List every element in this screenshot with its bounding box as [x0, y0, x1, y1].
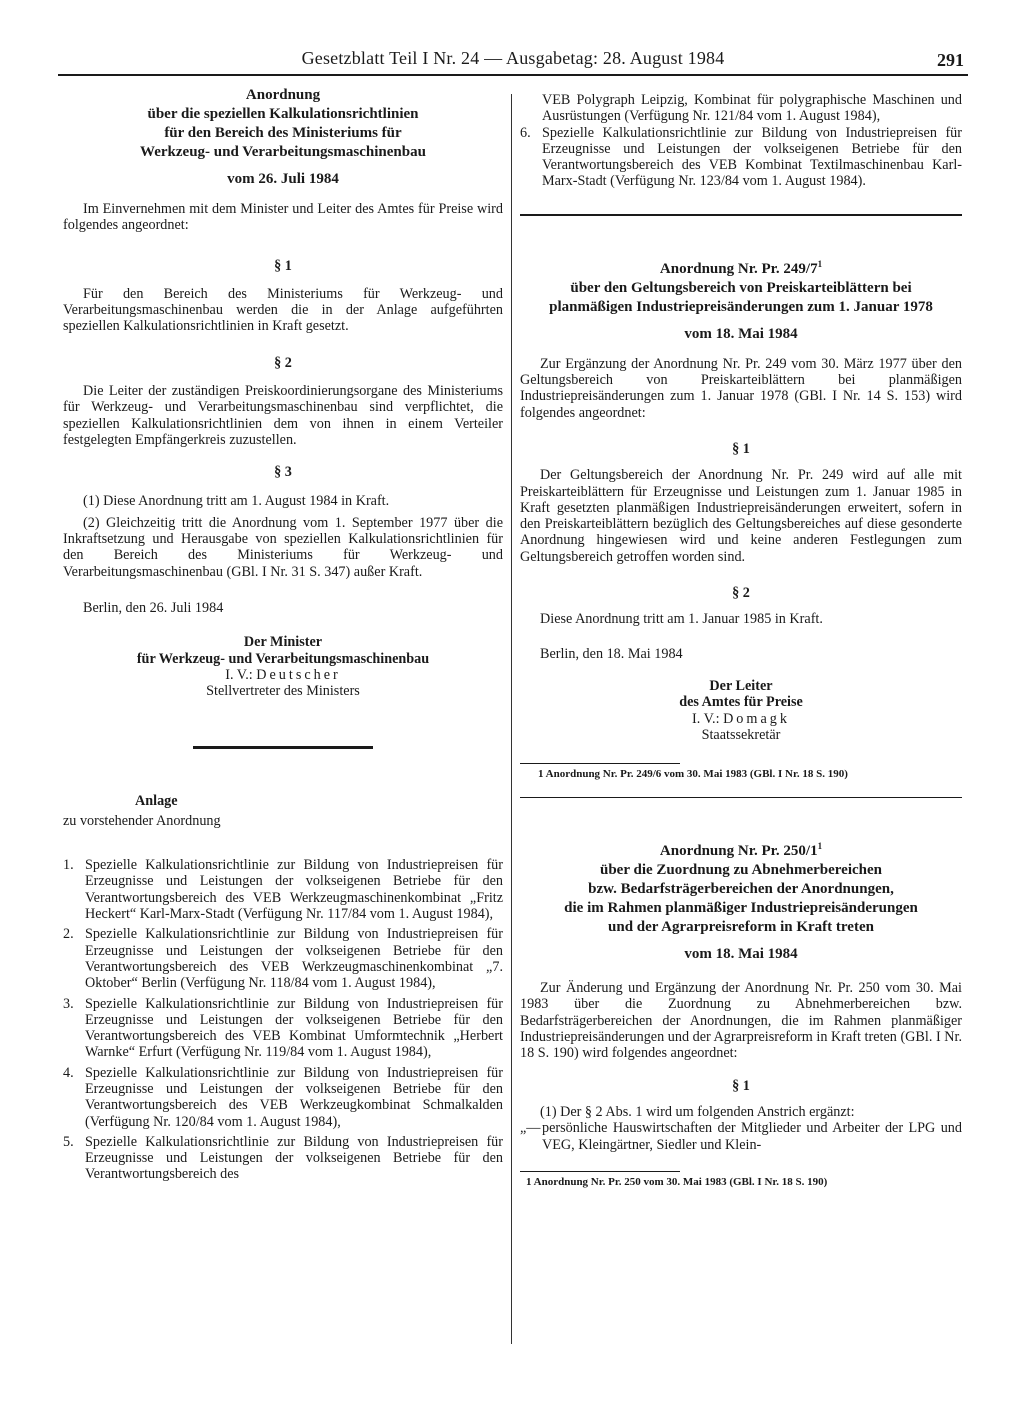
list-number: 3.	[63, 995, 74, 1012]
place-date: Berlin, den 26. Juli 1984	[83, 600, 224, 617]
title-line: über die Zuordnung zu Abnehmerbereichen	[600, 862, 882, 879]
section-mark: § 2	[274, 354, 292, 371]
place-date: Berlin, den 18. Mai 1984	[540, 645, 683, 662]
signature-title: Der Leiter	[709, 677, 773, 694]
ordinance-2-title	[520, 260, 962, 344]
title-line: und der Agrarpreisreform in Kraft treten	[608, 919, 874, 936]
section-mark: § 1	[274, 257, 292, 274]
footnote-ref: 1	[817, 841, 823, 852]
ordinance-1-title	[63, 86, 503, 189]
title-line: für den Bereich des Ministeriums für	[164, 125, 402, 141]
title-line: Werkzeug- und Verarbeitungsmaschinenbau	[140, 144, 426, 160]
list-number: 6.	[520, 124, 531, 141]
title-line: Anordnung	[245, 87, 321, 103]
signature-title: des Amtes für Preise	[679, 694, 803, 711]
ordinance-2-date: vom 18. Mai 1984	[684, 325, 798, 342]
section-mark: § 2	[732, 585, 750, 602]
section-3-para-2: (2) Gleichzeitig tritt die Anordnung vom 1. September 1977 über die Inkraftsetzung und Herausgabe von speziellen Kalkulationsrichtlinien für den Bereich des Ministeriums für Werkzeug- und Verarbeitungsmaschinenbau (GBl. I Nr. 31 S. 347) außer Kraft.	[63, 514, 503, 580]
title-line: bzw. Bedarfsträgerbereichen der Anordnungen,	[588, 881, 894, 898]
footnote-rule	[520, 763, 680, 764]
title-line: Anordnung Nr. Pr. $249/7^1$	[659, 258, 823, 277]
signature-role: Stellvertreter des Ministers	[206, 683, 360, 700]
footnote: 1 Anordnung Nr. Pr. 249/6 vom 30. Mai 1983 (GBl. I Nr. 18 S. 190)	[538, 768, 848, 781]
signature-name: Deutscher	[256, 666, 341, 683]
quote-text: persönliche Hauswirtschaften der Mitglieder und Arbeiter der LPG und VEG, Kleingärtner, Siedler und Klein-	[542, 1120, 962, 1153]
right-column	[520, 92, 962, 1189]
signature-iv: I. V.:	[692, 710, 720, 727]
footnote-rule	[520, 1171, 680, 1172]
signature-title: für Werkzeug- und Verarbeitungsmaschinenbau	[136, 650, 430, 667]
ordinance-2-section-1-text: Der Geltungsbereich der Anordnung Nr. Pr. 249 wird auf alle mit Preiskarteiblättern für Erzeugnisse und Leistungen zum 1. Januar 1985 in Kraft gesetzten planmäßigen Industriepreisänderungen erweitert, sofern in den Preiskarteiblättern bezüglich des Geltungsbereiches auf diese gesonderte Anordnung hingewiesen wird und keine anderen Festlegungen zum Geltungsbereich getroffen worden sind.	[520, 467, 962, 565]
list-number: 2.	[63, 926, 74, 943]
page-header	[58, 46, 968, 76]
title-line: über die speziellen Kalkulationsrichtlinien	[147, 106, 419, 122]
signature-name: Domagk	[723, 710, 790, 727]
section-3-para-1: (1) Diese Anordnung tritt am 1. August 1984 in Kraft.	[83, 492, 390, 509]
page-number: 291	[937, 50, 964, 70]
footnote-ref: 1	[817, 258, 823, 269]
signature-title: Der Minister	[243, 634, 323, 651]
list-text: Spezielle Kalkulationsrichtlinie zur Bildung von Industriepreisen für Erzeugnisse und Leistungen der volkseigenen Betriebe für den Verantwortungsbereich des	[85, 1133, 503, 1183]
signature-name-line	[520, 711, 962, 727]
list-text: VEB Polygraph Leipzig, Kombinat für polygraphische Maschinen und Ausrüstungen (Verfügung Nr. 121/84 vom 1. August 1984),	[542, 92, 962, 125]
ordinance-2-section-2-text: Diese Anordnung tritt am 1. Januar 1985 in Kraft.	[540, 611, 823, 628]
list-text: Spezielle Kalkulationsrichtlinie zur Bildung von Industriepreisen für Erzeugnisse und Leistungen der volkseigenen Betriebe für den Verantwortungsbereich des VEB Kombinat Umformtechnik „Herbert Warnke“ Erfurt (Verfügung Nr. 119/84 vom 1. August 1984),	[85, 995, 503, 1061]
list-item	[63, 996, 503, 1061]
column-divider	[511, 94, 512, 1344]
list-number: 5.	[63, 1133, 74, 1150]
section-mark: § 1	[732, 1077, 750, 1094]
title-line: Anordnung Nr. Pr. $250/1^1$	[659, 841, 823, 860]
list-item	[63, 1134, 503, 1183]
ordinance-1-intro: Im Einvernehmen mit dem Minister und Leiter des Amtes für Preise wird folgendes angeordnet:	[63, 201, 503, 234]
list-number: 4.	[63, 1064, 74, 1081]
section-2-text: Die Leiter der zuständigen Preiskoordinierungsorgane des Ministeriums für Werkzeug- und Verarbeitungsmaschinenbau sind verpflichtet, die speziellen Kalkulationsrichtlinien dem von ihnen in einem Verteiler festgelegten Empfängerkreis zuzustellen.	[63, 383, 503, 448]
title-line: die im Rahmen planmäßiger Industriepreisänderungen	[564, 900, 918, 917]
ordinance-3-title	[520, 842, 962, 964]
ordinance-3-date: vom 18. Mai 1984	[684, 946, 798, 963]
header-title: Gesetzblatt Teil I Nr. 24 — Ausgabetag: 28. August 1984	[301, 48, 725, 68]
list-item	[63, 857, 503, 922]
section-mark: § 3	[274, 464, 292, 481]
signature-role: Staatssekretär	[701, 726, 781, 743]
ordinance-1-date: vom 26. Juli 1984	[227, 171, 339, 187]
title-line: über den Geltungsbereich von Preiskarteiblättern bei	[570, 279, 912, 296]
signature-iv: I. V.:	[225, 666, 253, 683]
ordinance-2-intro: Zur Ergänzung der Anordnung Nr. Pr. 249 vom 30. März 1977 über den Geltungsbereich von Preiskarteiblättern bei planmäßigen Industriepreisänderungen zum 1. Januar 1978 (GBl. I Nr. 14 S. 153) wird folgendes angeordnet:	[520, 355, 962, 421]
anlage-title: Anlage	[135, 792, 178, 809]
ordinance-3-quote	[520, 1120, 962, 1153]
list-item	[63, 1065, 503, 1130]
footnote: 1 Anordnung Nr. Pr. 250 vom 30. Mai 1983 (GBl. I Nr. 18 S. 190)	[526, 1175, 828, 1188]
section-1-text: Für den Bereich des Ministeriums für Werkzeug- und Verarbeitungsmaschinenbau werden die in der Anlage aufgeführten speziellen Kalkulationsrichtlinien in Kraft gesetzt.	[63, 285, 503, 335]
ordinance-3-section-1-para-1: (1) Der § 2 Abs. 1 wird um folgenden Anstrich ergänzt:	[540, 1103, 855, 1120]
list-text: Spezielle Kalkulationsrichtlinie zur Bildung von Industriepreisen für Erzeugnisse und Leistungen der volkseigenen Betriebe für den Verantwortungsbereich des VEB Werkzeugkombinat Schmalkalden (Verfügung Nr. 120/84 vom 1. August 1984),	[85, 1064, 503, 1130]
left-column	[63, 86, 503, 1183]
list-item	[520, 125, 962, 190]
list-item-continued	[520, 92, 962, 125]
title-line: planmäßigen Industriepreisänderungen zum 1. Januar 1978	[549, 298, 933, 315]
signature-name-line	[63, 667, 503, 683]
list-text: Spezielle Kalkulationsrichtlinie zur Bildung von Industriepreisen für Erzeugnisse und Leistungen der volkseigenen Betriebe für den Verantwortungsbereich des VEB Werkzeugmaschinenkombinat „Fritz Heckert“ Karl-Marx-Stadt (Verfügung Nr. 117/84 vom 1. August 1984),	[85, 857, 503, 923]
quote-mark: „—	[520, 1120, 541, 1137]
ordinance-3-intro: Zur Änderung und Ergänzung der Anordnung Nr. Pr. 250 vom 30. Mai 1983 über die Zuordnung zu Abnehmerbereichen bzw. Bedarfsträgerbereichen der Anordnungen, die im Rahmen planmäßiger Industriepreisänderungen und der Agrarpreisreform in Kraft treten (GBl. I Nr. 18 S. 190) wird folgendes angeordnet:	[520, 980, 962, 1062]
anlage-subtitle: zu vorstehender Anordnung	[63, 812, 221, 829]
list-item	[63, 926, 503, 991]
list-text: Spezielle Kalkulationsrichtlinie zur Bildung von Industriepreisen für Erzeugnisse und Leistungen der volkseigenen Betriebe für den Verantwortungsbereich des VEB Kombinat Textilmaschinenbau Karl-Marx-Stadt (Verfügung Nr. 123/84 vom 1. August 1984).	[542, 124, 962, 190]
section-mark: § 1	[732, 440, 750, 457]
list-number: 1.	[63, 857, 74, 874]
list-text: Spezielle Kalkulationsrichtlinie zur Bildung von Industriepreisen für Erzeugnisse und Leistungen der volkseigenen Betriebe für den Verantwortungsbereich des VEB Werkzeugmaschinenkombinat „7. Oktober“ Berlin (Verfügung Nr. 118/84 vom 1. August 1984),	[85, 926, 503, 992]
